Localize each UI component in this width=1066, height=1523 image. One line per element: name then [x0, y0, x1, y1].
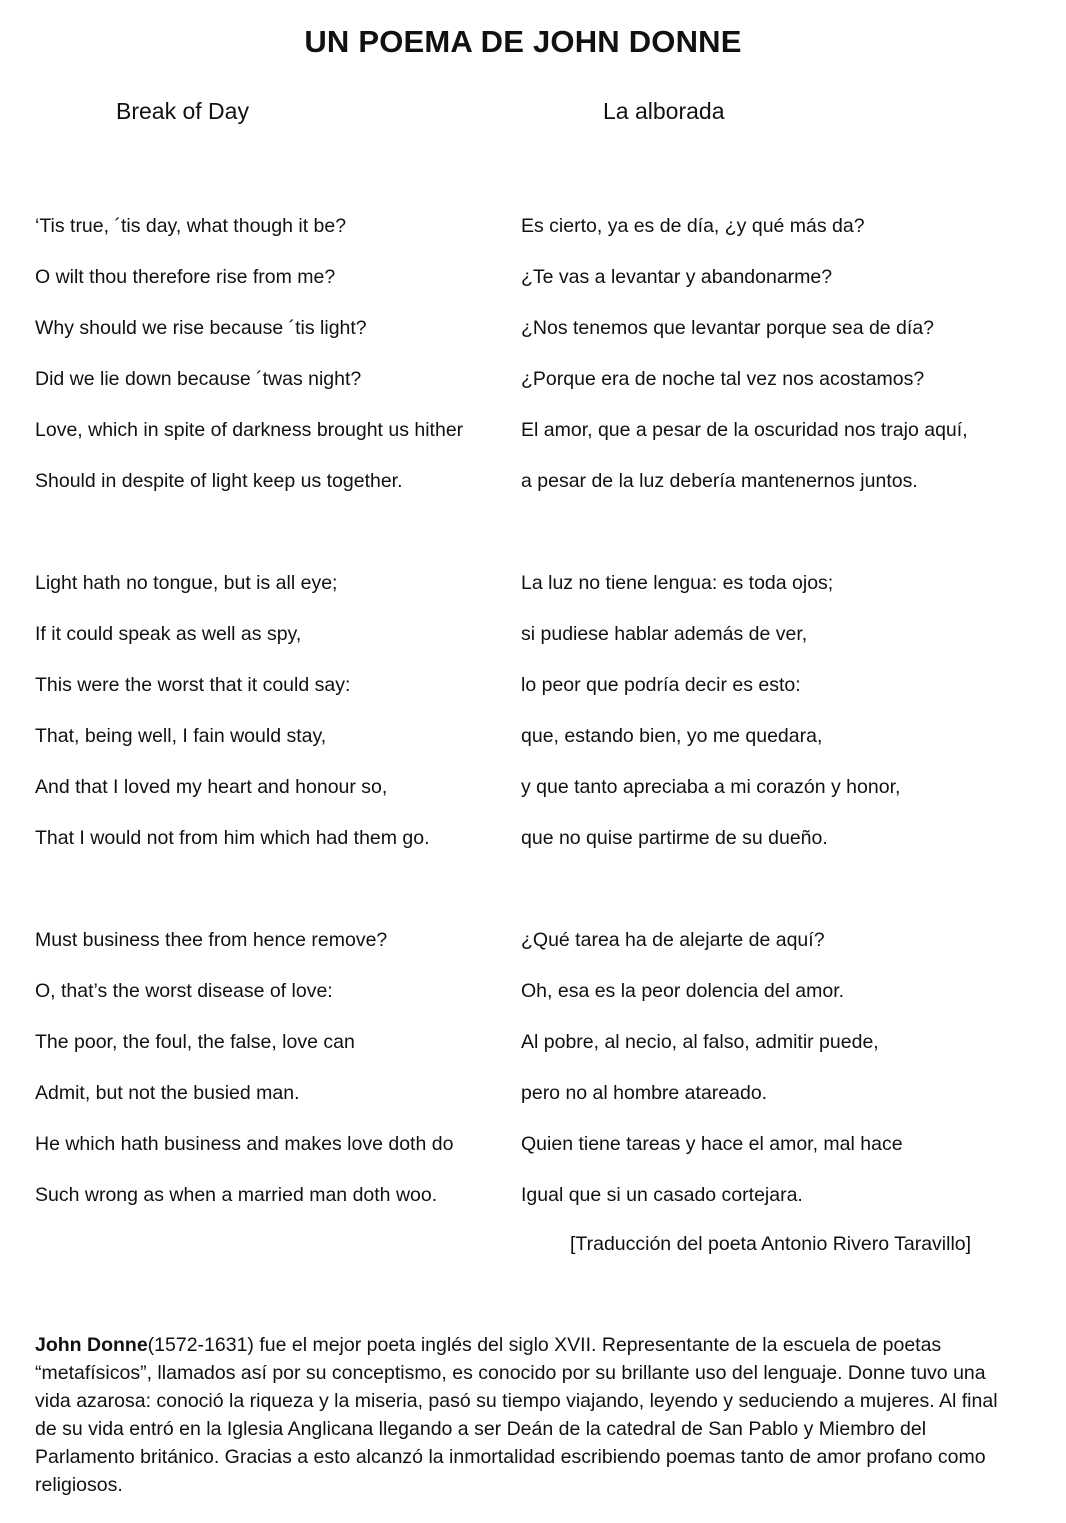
poem-line: ‘Tis true, ´tis day, what though it be? [35, 215, 347, 237]
poem-line: And that I loved my heart and honour so, [35, 776, 388, 798]
poem-line: O, that’s the worst disease of love: [35, 980, 333, 1002]
poem-line: La luz no tiene lengua: es toda ojos; [521, 572, 834, 594]
poem-line: Must business thee from hence remove? [35, 929, 388, 951]
poem-line: Such wrong as when a married man doth woo. [35, 1184, 438, 1206]
author-biography [35, 1331, 1010, 1499]
spanish-stanza-3 [521, 925, 968, 1231]
poem-line: Should in despite of light keep us together. [35, 470, 403, 492]
poem-line: El amor, que a pesar de la oscuridad nos trajo aquí, [521, 419, 968, 441]
poem-line: The poor, the foul, the false, love can [35, 1031, 355, 1053]
poem-line: Light hath no tongue, but is all eye; [35, 572, 338, 594]
poem-line: Admit, but not the busied man. [35, 1082, 300, 1104]
translation-credit: [Traducción del poeta Antonio Rivero Taravillo] [570, 1233, 972, 1255]
poem-line: Why should we rise because ´tis light? [35, 317, 367, 339]
poem-line: y que tanto apreciaba a mi corazón y honor, [521, 776, 901, 798]
poem-line: a pesar de la luz debería mantenernos juntos. [521, 470, 918, 492]
poem-line: Oh, esa es la peor dolencia del amor. [521, 980, 845, 1002]
english-stanza-1 [35, 211, 463, 517]
poem-line: ¿Nos tenemos que levantar porque sea de día? [521, 317, 935, 339]
poem-line: Igual que si un casado cortejara. [521, 1184, 803, 1206]
poem-line: Did we lie down because ´twas night? [35, 368, 362, 390]
english-poem-title: Break of Day [116, 98, 249, 124]
page-title: UN POEMA DE JOHN DONNE [304, 24, 742, 59]
spanish-poem-title: La alborada [603, 98, 725, 124]
poem-line: If it could speak as well as spy, [35, 623, 302, 645]
english-stanza-2 [35, 568, 463, 874]
poem-line: O wilt thou therefore rise from me? [35, 266, 336, 288]
poem-line: pero no al hombre atareado. [521, 1082, 768, 1104]
biography-text: (1572-1631) fue el mejor poeta inglés del siglo XVII. Representante de la escuela de poetas “metafísicos”, llamados así por su conceptismo, es conocido por su brillante uso del lenguaje. Donne tuvo una vida azarosa: conoció la riqueza y la miseria, pasó su tiempo viajando, leyendo y seduciendo a mujeres. Al final de su vida entró en la Iglesia Anglicana llegando a ser Deán de la catedral de San Pablo y Miembro del Parlamento británico. Gracias a esto alcanzó la inmortalidad escribiendo poemas tanto de amor profano como religiosos. [35, 1334, 998, 1496]
poem-line: si pudiese hablar además de ver, [521, 623, 808, 645]
english-stanza-3 [35, 925, 463, 1231]
english-poem [35, 211, 463, 1231]
poem-line: That I would not from him which had them go. [35, 827, 430, 849]
poem-line: lo peor que podría decir es esto: [521, 674, 801, 696]
poem-line: Al pobre, al necio, al falso, admitir puede, [521, 1031, 879, 1053]
poem-line: que, estando bien, yo me quedara, [521, 725, 823, 747]
poem-line: ¿Te vas a levantar y abandonarme? [521, 266, 833, 288]
spanish-poem [521, 211, 968, 1231]
poem-line: This were the worst that it could say: [35, 674, 351, 696]
author-name: John Donne [35, 1334, 148, 1356]
poem-line: que no quise partirme de su dueño. [521, 827, 828, 849]
poem-line: Es cierto, ya es de día, ¿y qué más da? [521, 215, 865, 237]
poem-line: He which hath business and makes love doth do [35, 1133, 454, 1155]
poem-line: ¿Qué tarea ha de alejarte de aquí? [521, 929, 825, 951]
poem-line: That, being well, I fain would stay, [35, 725, 327, 747]
poem-line: Love, which in spite of darkness brought us hither [35, 419, 464, 441]
spanish-stanza-2 [521, 568, 968, 874]
poem-line: ¿Porque era de noche tal vez nos acostamos? [521, 368, 925, 390]
poem-line: Quien tiene tareas y hace el amor, mal hace [521, 1133, 903, 1155]
spanish-stanza-1 [521, 211, 968, 517]
